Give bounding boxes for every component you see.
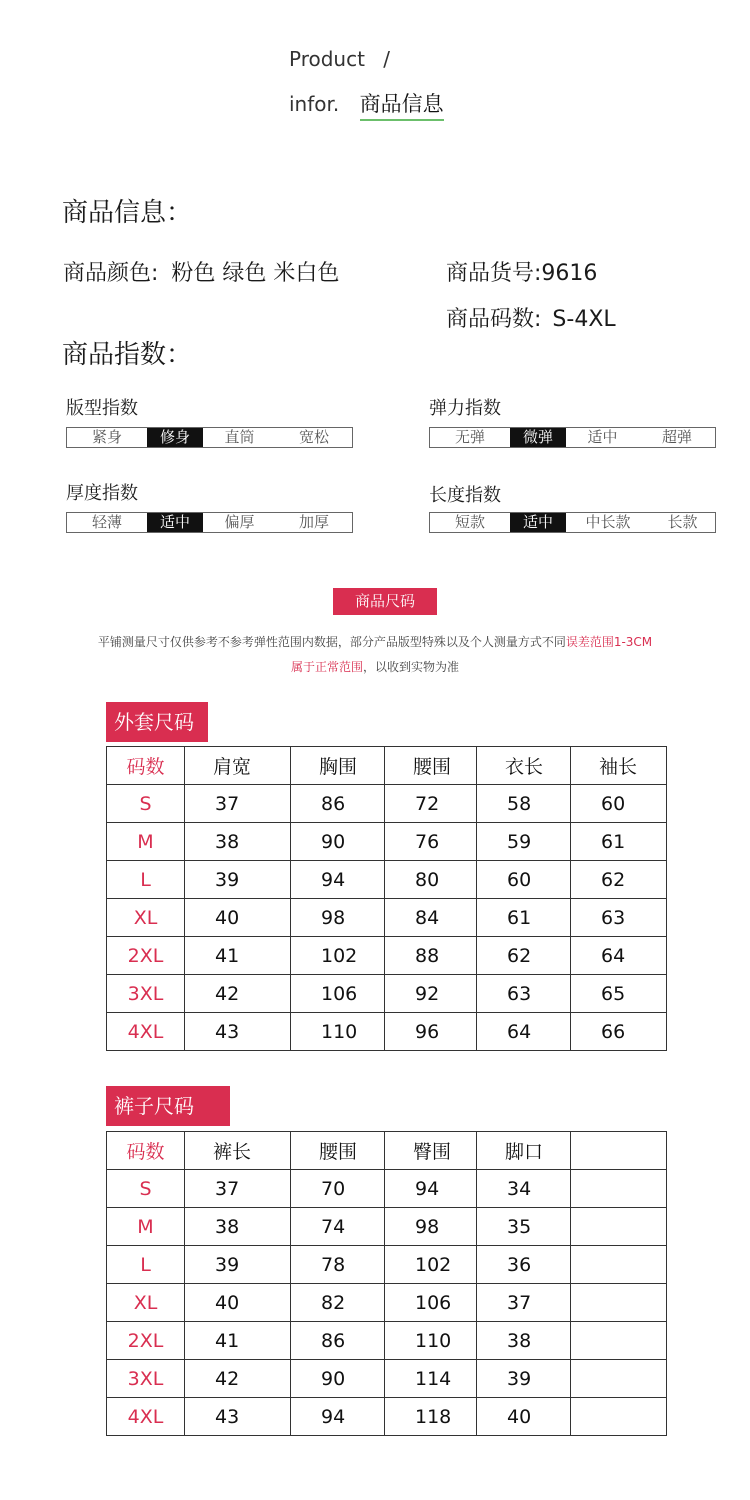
- table-cell: 40: [477, 1398, 571, 1436]
- table-cell: 39: [185, 1246, 291, 1284]
- colors-line: [63, 256, 339, 287]
- fit-option: 紧身: [91, 428, 122, 446]
- table-header-cell: 臀围: [385, 1132, 477, 1170]
- size-label-cell: 2XL: [107, 1322, 185, 1360]
- table-row: [107, 1208, 667, 1246]
- size-note-normal: 属于正常范围: [290, 660, 363, 674]
- fit-option: 宽松: [298, 428, 329, 446]
- table-cell: 42: [185, 975, 291, 1013]
- fit-option: 直筒: [224, 428, 255, 446]
- size-note-tolerance: 误差范围1-3CM: [565, 635, 653, 649]
- info-section-title: 商品信息：: [62, 198, 193, 228]
- table-cell: 84: [385, 899, 477, 937]
- table-cell: 38: [185, 1208, 291, 1246]
- table-cell: 110: [291, 1013, 385, 1051]
- size-badge: 商品尺码: [333, 588, 437, 615]
- colors-value: 粉色 绿色 米白色: [171, 261, 340, 286]
- pants-table-label: 裤子尺码: [106, 1086, 230, 1126]
- table-cell: 35: [477, 1208, 571, 1246]
- table-header-cell: 衣长: [477, 747, 571, 785]
- table-cell: 40: [185, 1284, 291, 1322]
- table-cell: [571, 1398, 667, 1436]
- colors-label: 商品颜色:: [63, 261, 159, 286]
- length-option: 长款: [667, 513, 698, 531]
- table-cell: 37: [477, 1284, 571, 1322]
- jacket-size-table: [106, 746, 667, 1051]
- size-label-cell: S: [107, 785, 185, 823]
- thickness-option: 偏厚: [224, 513, 255, 531]
- size-label-cell: M: [107, 1208, 185, 1246]
- table-cell: 98: [385, 1208, 477, 1246]
- table-cell: 59: [477, 823, 571, 861]
- size-note-line2: [0, 658, 750, 675]
- fit-index-title: 版型指数: [66, 398, 138, 419]
- length-index-scale: [429, 512, 716, 533]
- fit-index-scale: [66, 427, 353, 448]
- pants-table-body: [107, 1132, 667, 1436]
- table-cell: 70: [291, 1170, 385, 1208]
- table-cell: 40: [185, 899, 291, 937]
- table-row: [107, 1284, 667, 1322]
- table-header-cell: 胸围: [291, 747, 385, 785]
- table-cell: 41: [185, 937, 291, 975]
- table-cell: 41: [185, 1322, 291, 1360]
- table-cell: 92: [385, 975, 477, 1013]
- table-header-row: [107, 747, 667, 785]
- table-cell: 60: [477, 861, 571, 899]
- thickness-index-title: 厚度指数: [66, 483, 138, 504]
- table-row: [107, 785, 667, 823]
- table-cell: 102: [291, 937, 385, 975]
- table-cell: 106: [291, 975, 385, 1013]
- table-cell: [571, 1360, 667, 1398]
- table-row: [107, 1398, 667, 1436]
- pants-size-table: [106, 1131, 667, 1436]
- table-cell: 94: [291, 1398, 385, 1436]
- header-cn-title: 商品信息: [360, 88, 444, 121]
- indices-section-title: 商品指数：: [62, 340, 193, 370]
- table-cell: 90: [291, 823, 385, 861]
- thickness-index-scale: [66, 512, 353, 533]
- table-cell: 82: [291, 1284, 385, 1322]
- table-cell: 63: [571, 899, 667, 937]
- table-cell: 72: [385, 785, 477, 823]
- jacket-table-body: [107, 747, 667, 1051]
- table-row: [107, 823, 667, 861]
- table-cell: 94: [291, 861, 385, 899]
- table-row: [107, 1246, 667, 1284]
- size-label-cell: 2XL: [107, 937, 185, 975]
- table-cell: [571, 1322, 667, 1360]
- table-cell: 118: [385, 1398, 477, 1436]
- table-cell: 90: [291, 1360, 385, 1398]
- table-cell: 60: [571, 785, 667, 823]
- table-row: [107, 1360, 667, 1398]
- sku-label: 商品货号:: [446, 261, 542, 286]
- table-cell: 36: [477, 1246, 571, 1284]
- size-label-cell: M: [107, 823, 185, 861]
- header-infor-line: [289, 88, 444, 121]
- table-cell: 37: [185, 1170, 291, 1208]
- table-cell: 34: [477, 1170, 571, 1208]
- table-cell: [571, 1170, 667, 1208]
- table-cell: 96: [385, 1013, 477, 1051]
- table-header-cell: 脚口: [477, 1132, 571, 1170]
- table-row: [107, 861, 667, 899]
- size-label-cell: S: [107, 1170, 185, 1208]
- thickness-option: 轻薄: [91, 513, 122, 531]
- table-cell: 39: [185, 861, 291, 899]
- length-index-title: 长度指数: [429, 485, 501, 506]
- table-row: [107, 1013, 667, 1051]
- table-cell: 38: [185, 823, 291, 861]
- thickness-option-selected: 适中: [147, 513, 203, 532]
- table-cell: 61: [571, 823, 667, 861]
- sizes-value: S-4XL: [552, 307, 616, 332]
- table-row: [107, 1170, 667, 1208]
- size-note-line1: [0, 633, 750, 650]
- elastic-index-title: 弹力指数: [429, 398, 501, 419]
- table-header-cell: 码数: [107, 1132, 185, 1170]
- table-cell: 78: [291, 1246, 385, 1284]
- table-cell: 39: [477, 1360, 571, 1398]
- product-label: Product: [289, 47, 365, 71]
- sku-value: 9616: [541, 261, 598, 286]
- table-cell: 98: [291, 899, 385, 937]
- table-cell: 74: [291, 1208, 385, 1246]
- table-cell: 61: [477, 899, 571, 937]
- length-option: 中长款: [585, 513, 631, 531]
- table-header-cell: 袖长: [571, 747, 667, 785]
- table-cell: 42: [185, 1360, 291, 1398]
- table-cell: 62: [571, 861, 667, 899]
- jacket-table-label: 外套尺码: [106, 702, 208, 742]
- size-label-cell: 3XL: [107, 1360, 185, 1398]
- fit-option-selected: 修身: [147, 428, 203, 447]
- table-cell: 106: [385, 1284, 477, 1322]
- table-cell: 110: [385, 1322, 477, 1360]
- size-note-text2: ，以收到实物为准: [363, 660, 460, 674]
- table-header-cell: 腰围: [291, 1132, 385, 1170]
- table-cell: [571, 1208, 667, 1246]
- table-cell: 43: [185, 1013, 291, 1051]
- table-header-cell: [571, 1132, 667, 1170]
- table-cell: [571, 1284, 667, 1322]
- size-label-cell: 3XL: [107, 975, 185, 1013]
- table-cell: 64: [477, 1013, 571, 1051]
- elastic-option: 适中: [587, 428, 618, 446]
- table-cell: 114: [385, 1360, 477, 1398]
- elastic-option: 超弹: [661, 428, 692, 446]
- table-cell: [571, 1246, 667, 1284]
- table-cell: 94: [385, 1170, 477, 1208]
- table-cell: 62: [477, 937, 571, 975]
- sku-line: [446, 256, 597, 287]
- table-cell: 86: [291, 785, 385, 823]
- table-cell: 58: [477, 785, 571, 823]
- table-cell: 66: [571, 1013, 667, 1051]
- elastic-option-selected: 微弹: [510, 428, 566, 447]
- table-row: [107, 899, 667, 937]
- size-label-cell: 4XL: [107, 1013, 185, 1051]
- sizes-label: 商品码数:: [446, 307, 542, 332]
- elastic-index-scale: [429, 427, 716, 448]
- size-note-text: 平铺测量尺寸仅供参考不参考弹性范围内数据，部分产品版型特殊以及个人测量方式不同: [97, 635, 566, 649]
- table-cell: 102: [385, 1246, 477, 1284]
- size-label-cell: XL: [107, 899, 185, 937]
- sizes-line: [446, 302, 616, 333]
- table-cell: 76: [385, 823, 477, 861]
- header-product-line: [289, 47, 390, 71]
- table-cell: 64: [571, 937, 667, 975]
- infor-label: infor.: [289, 92, 340, 116]
- size-label-cell: 4XL: [107, 1398, 185, 1436]
- table-row: [107, 1322, 667, 1360]
- size-label-cell: L: [107, 1246, 185, 1284]
- table-cell: 37: [185, 785, 291, 823]
- table-cell: 38: [477, 1322, 571, 1360]
- table-cell: 86: [291, 1322, 385, 1360]
- table-header-row: [107, 1132, 667, 1170]
- table-cell: 88: [385, 937, 477, 975]
- slash-separator: /: [383, 47, 391, 71]
- size-label-cell: L: [107, 861, 185, 899]
- elastic-option: 无弹: [454, 428, 485, 446]
- table-header-cell: 腰围: [385, 747, 477, 785]
- table-row: [107, 937, 667, 975]
- table-cell: 65: [571, 975, 667, 1013]
- size-label-cell: XL: [107, 1284, 185, 1322]
- table-header-cell: 裤长: [185, 1132, 291, 1170]
- table-cell: 63: [477, 975, 571, 1013]
- length-option-selected: 适中: [510, 513, 566, 532]
- table-cell: 80: [385, 861, 477, 899]
- table-header-cell: 码数: [107, 747, 185, 785]
- table-row: [107, 975, 667, 1013]
- table-cell: 43: [185, 1398, 291, 1436]
- length-option: 短款: [454, 513, 485, 531]
- thickness-option: 加厚: [298, 513, 329, 531]
- table-header-cell: 肩宽: [185, 747, 291, 785]
